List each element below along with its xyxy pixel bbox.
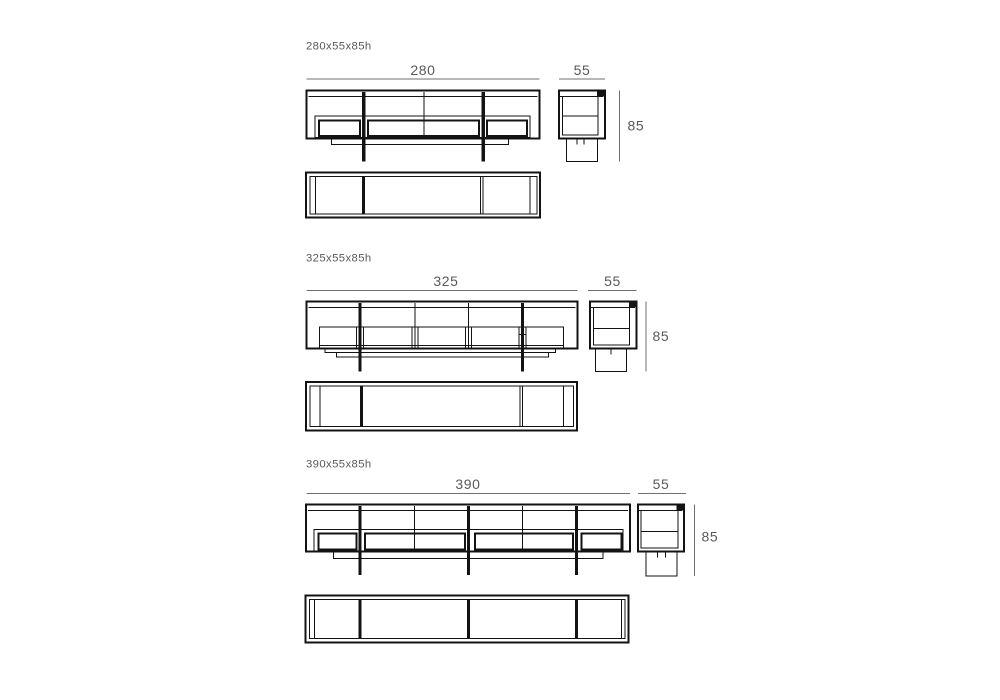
drawer-band bbox=[320, 327, 564, 349]
variant-title: 390x55x85h bbox=[306, 458, 372, 471]
side-view bbox=[638, 505, 684, 577]
depth-dimension bbox=[559, 62, 605, 79]
height-dimension bbox=[620, 91, 645, 162]
width-dimension bbox=[307, 62, 540, 79]
drawer-band bbox=[315, 116, 530, 138]
front-view bbox=[306, 505, 630, 576]
cabinet-outline bbox=[638, 505, 684, 552]
width-dimension bbox=[307, 476, 631, 494]
depth-dimension-label: 55 bbox=[573, 62, 591, 78]
divider bbox=[362, 176, 365, 214]
top-edge-notch bbox=[597, 91, 605, 96]
dividers bbox=[362, 92, 485, 137]
drawer-panel bbox=[319, 534, 357, 550]
depth-dimension bbox=[588, 273, 637, 291]
width-dimension bbox=[307, 273, 578, 291]
drawer-panel bbox=[319, 121, 360, 137]
divider bbox=[467, 599, 470, 638]
width-dimension-label: 325 bbox=[433, 273, 459, 289]
legs bbox=[362, 139, 485, 162]
side-view bbox=[559, 91, 605, 162]
top-edge-notch bbox=[677, 505, 685, 510]
side-view bbox=[590, 302, 637, 372]
legs bbox=[358, 552, 578, 575]
width-dimension-label: 390 bbox=[455, 476, 481, 492]
height-dimension-label: 85 bbox=[701, 528, 719, 545]
variant-title: 325x55x85h bbox=[306, 252, 372, 265]
drawer-panel bbox=[487, 121, 527, 137]
depth-dimension bbox=[638, 476, 686, 494]
drawer-panel bbox=[582, 534, 622, 550]
cabinet-outline bbox=[307, 302, 578, 349]
divider bbox=[358, 599, 361, 638]
top-view bbox=[306, 173, 540, 218]
variant-title: 280x55x85h bbox=[306, 40, 372, 53]
drawer-panel bbox=[475, 534, 573, 550]
height-dimension bbox=[694, 505, 718, 577]
leg bbox=[596, 349, 627, 372]
top-view bbox=[306, 596, 629, 643]
cabinet-outline bbox=[306, 382, 577, 431]
divider bbox=[360, 386, 363, 427]
leg bbox=[646, 552, 677, 577]
front-view bbox=[307, 302, 578, 372]
top-edge-notch bbox=[629, 302, 637, 307]
height-dimension-label: 85 bbox=[652, 328, 670, 344]
depth-dimension-label: 55 bbox=[604, 273, 621, 289]
top-view bbox=[306, 382, 577, 431]
divider bbox=[575, 599, 578, 638]
variant-group-325 bbox=[306, 253, 669, 431]
leg bbox=[567, 139, 598, 162]
cabinet-outline bbox=[306, 173, 540, 218]
plinth-step bbox=[337, 353, 549, 357]
variant-group-390 bbox=[306, 459, 719, 643]
dividers bbox=[358, 303, 524, 348]
front-view bbox=[307, 91, 540, 162]
cabinet-outline bbox=[307, 91, 540, 139]
depth-dimension-label: 55 bbox=[652, 476, 670, 492]
width-dimension-label: 280 bbox=[410, 62, 436, 78]
height-dimension-label: 85 bbox=[627, 117, 645, 134]
legs bbox=[358, 349, 524, 372]
variant-group-280 bbox=[306, 41, 644, 218]
dividers bbox=[358, 506, 578, 551]
height-dimension bbox=[646, 302, 669, 372]
